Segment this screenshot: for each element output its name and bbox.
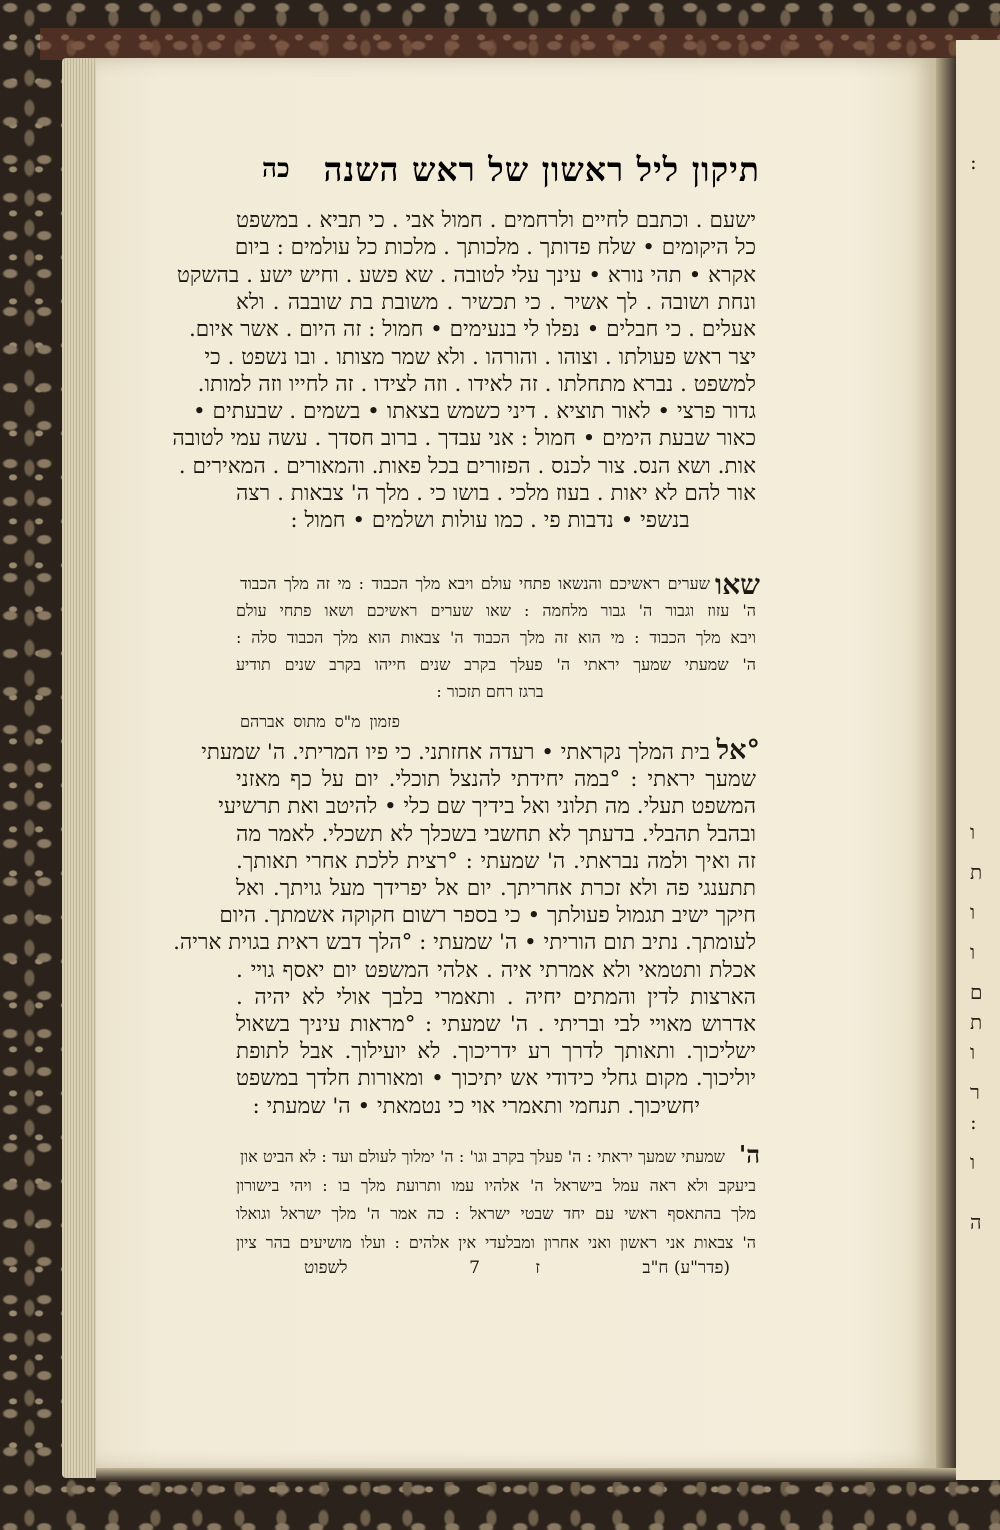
text-line: שערים ראשיכם והנשאו פתחי עולם ויבא מלך הכבוד : מי זה מלך הכבוד [240,574,710,593]
text-line: אעלים . כי חבלים • נפלו לי בנעימים • חמול : זה היום . אשר איום. [188,317,756,343]
text-line: כאור שבעת הימים • חמול : אני עבדך . ברוב חסדך . עשה עמי לטובה [172,426,756,452]
text-line: ה' צבאות אני ראשון ואני אחרון ומבלעדי אין אלהים : ועלו מושיעים בהר ציון [236,1232,756,1252]
text-line: ביעקב ולא ראה עמל בישראל ה' אלהיו עמו ותרועת מלך בו : ויהי בישורון [236,1175,756,1195]
next-page-char: : [970,150,977,174]
section-lead-word: °אל [716,735,760,766]
text-line: שמעתי שמעך יראתי : ה' פעלך בקרב וגו' : ה' ימלוך לעולם ועד : לא הביט און [240,1147,725,1166]
page-number: כה [262,154,290,184]
text-line: גדור פרצי • לאור תוציא . דיני כשמש בצאתו • בשמים . שבעתים • [193,399,756,425]
footer-signature-letter: ז [535,1258,540,1278]
section-lead-word: ה' [738,1140,760,1169]
next-page-char: ו [970,1040,976,1064]
next-page-char: ו [970,820,976,844]
next-page-edge [956,40,1000,1480]
page-footer [304,1258,730,1288]
cover-edge [40,28,1000,60]
section-lead-word: שאו [715,568,760,601]
footer-printer-mark: (פדר"ע) ח"ב [642,1258,730,1278]
text-line: ה' שמעתי שמעך יראתי ה' פעלך בקרב שנים חייהו בקרב שנים תודיע [236,655,756,674]
page-block-edges [62,58,100,1478]
text-line: חיקך ישיב תגמול פעולתך • כי בספר רשום חקוקה אשמתך. היום [219,903,756,929]
footer-signature-number: 7 [469,1258,480,1278]
text-line: ה' עזוז וגבור ה' גבור מלחמה : שאו שערים ראשיכם ושאו פתחי עולם [236,601,756,620]
next-page-char: ו [970,900,976,924]
text-line: ויבא מלך הכבוד : מי הוא זה מלך הכבוד ה' צבאות הוא מלך הכבוד סלה : [236,628,756,647]
text-line: שמעך יראתי : °במה יחידתי להנצל תוכלי. יום על כף מאזני [236,767,756,793]
text-line: אדרוש מאויי לבי ובריתי . ה' שמעתי : °מראות עיניך בשאול [236,1012,756,1037]
text-line: יצר ראש פעולתו . וצוהו . והורהו . ולא שמר מצותו . ובו נשפט . כי [204,344,756,370]
text-line: ברגז רחם תזכור : [436,682,544,701]
footer-catchword: לשפוט [304,1258,348,1278]
text-line: הארצות לדין והמתים יחיה . ותאמרי בלבך אולי לא יהיה . [236,984,756,1010]
text-line: ובהבל תהבלי. בדעתך לא תחשבי בשכלך לא תשכלי. לאמר מה [236,821,756,847]
page-bottom-shadow [96,1468,956,1482]
text-line: ונחת ושובה . לך אשיר . כי תכשיר . משובת בת שובבה . ולא [236,289,756,315]
next-page-char: ו [970,940,976,964]
next-page-char: ת [970,860,983,884]
text-line: יחשיכוך. תנחמי ותאמרי אוי כי נטמאתי • ה' שמעתי : [252,1093,700,1119]
text-line: המשפט תעלי. מה תלוני ואל בידיך שם כלי • להיטב ואת תרשיעי [218,794,756,820]
text-line: תתענגי פה ולא זכרת אחריתך. יום אל יפרידך מעל גויתך. ואל [236,876,756,901]
text-line: מלך בהתאסף ראשי עם יחד שבטי ישראל : כה אמר ה' מלך ישראל וגואלו [236,1204,756,1223]
running-header [262,150,760,200]
text-line: ישעם . וכתבם לחיים ולרחמים . חמול אבי . כי תביא . במשפט [236,208,756,233]
next-page-char: : [970,1110,977,1134]
next-page-char: ר [970,1080,980,1104]
page-title: תיקון ליל ראשון של ראש השנה [323,150,760,189]
text-line: כל היקומים • שלח פדותך . מלכותך . מלכות כל עולמים : ביום [234,235,756,261]
next-page-char: ה [970,1210,982,1234]
text-line: בית המלך נקראתי • רעדה אחזתני. כי פיו המריתי. ה' שמעתי [201,740,710,765]
text-line: יוליכוך. מקום גחלי כידודי אש יתיכוך • ומאורות חלדך במשפט [236,1066,756,1092]
piyyut-heading: פזמון מ"ס מתוס אברהם [240,712,400,731]
text-line: אות. ושא הנס. צור לכנס . הפזורים בכל פאות. והמאורים . המאירים . [178,453,756,479]
text-line: למשפט . נברא מתחלתו . זה לאידו . וזה לצידו . זה לחייו וזה למותו. [197,371,756,397]
next-page-char: ו [970,1150,976,1174]
text-line: זה ואיך ולמה נבראתי. ה' שמעתי : °רצית ללכת אחרי תאותך. [236,848,756,874]
book-gutter [936,58,956,1468]
text-line: לעומתך. נתיב תום הוריתי • ה' שמעתי : °הלך דבש ראית בגוית אריה. [173,930,756,956]
next-page-char: ם [970,980,983,1004]
text-line: אכלת ותטמאי ולא אמרתי איה . אלהי המשפט יום יאסף גויי . [236,957,756,983]
next-page-char: ת [970,1010,983,1034]
text-line: בנשפי • נדבות פי . כמו עולות ושלמים • חמול : [290,508,690,534]
text-line: אור להם לא יאות . בעוז מלכי . בושו כי . מלך ה' צבאות . רצה [236,481,756,506]
text-line: ישליכוך. ותאותך לדרך רע ידריכוך. לא יועילוך. אבל לתופת [236,1039,756,1065]
text-line: אקרא • תהי נורא • עינך עלי לטובה . שא פשע . וחיש ישע . בהשקט [176,262,756,288]
